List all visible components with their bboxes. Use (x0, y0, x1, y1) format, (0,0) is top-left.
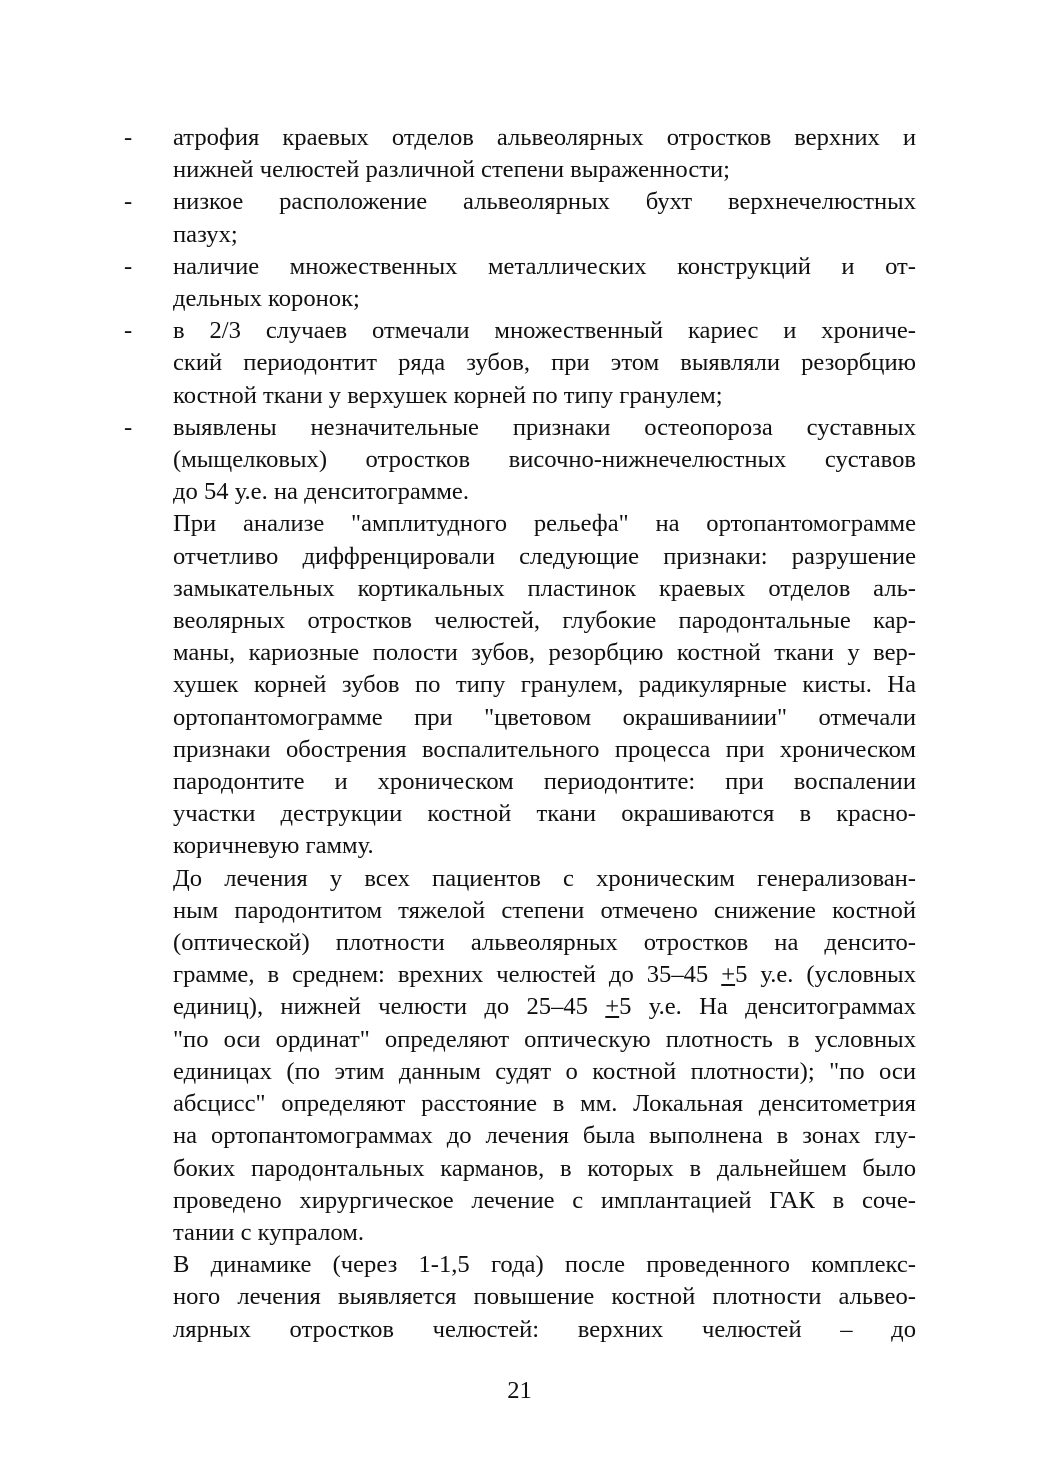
text-line: ский периодонтит ряда зубов, при этом выявляли резорбцию (173, 349, 916, 377)
text-line: участки деструкции костной ткани окрашиваются в красно- (173, 800, 916, 828)
bullet-dash: - (124, 188, 133, 216)
text-line: тании с купралом. (173, 1218, 364, 1246)
text-line: ортопантомограмме при "цветовом окрашиваниии" отмечали (173, 703, 916, 731)
text-line: низкое расположение альвеолярных бухт верхнечелюстных (173, 188, 916, 216)
text-line: (мыщелковых) отростков височно-нижнечелюстных суставов (173, 446, 916, 474)
text-line: замыкательных кортикальных пластинок краевых отделов аль- (173, 574, 916, 602)
text-line: проведено хирургическое лечение с имплантацией ГАК в соче- (173, 1186, 916, 1214)
page-number: 21 (507, 1377, 532, 1404)
text-line: до 54 у.е. на денситограмме. (173, 478, 470, 506)
text-line: коричневую гамму. (173, 832, 374, 860)
bullet-dash: - (124, 317, 133, 345)
list-item (124, 186, 916, 250)
text-line: отчетливо диффренцировали следующие признаки: разрушение (173, 542, 916, 570)
text-line: хушек корней зубов по типу гранулем, радикулярные кисты. На (173, 671, 916, 699)
bullet-list (124, 122, 916, 508)
list-item (124, 251, 916, 315)
paragraphs (124, 508, 916, 1345)
text-line: единицах (по этим данным судят о костной плотности); "по оси (173, 1057, 916, 1085)
bullet-dash: - (124, 124, 133, 151)
text-line: единиц), нижней челюсти до 25–45 +5 у.е. На денситограммах (173, 993, 917, 1021)
bullet-dash: - (124, 252, 133, 280)
list-item (124, 315, 916, 412)
list-item (124, 122, 916, 186)
text-line: веолярных отростков челюстей, глубокие пародонтальные кар- (173, 607, 916, 635)
text-line: грамме, в среднем: врехних челюстей до 35–45 +5 у.е. (условных (173, 961, 917, 989)
text-line: "по оси ординат" определяют оптическую плотность в условных (173, 1025, 916, 1053)
text-line: ным пародонтитом тяжелой степени отмечено снижение костной (173, 896, 916, 924)
text-line: пазух; (173, 220, 238, 248)
text-line: лярных отростков челюстей: верхних челюстей – до (173, 1315, 916, 1343)
text-line: пародонтите и хроническом периодонтите: при воспалении (173, 768, 916, 796)
list-item (124, 412, 916, 509)
text-line: костной ткани у верхушек корней по типу гранулем; (173, 381, 723, 409)
paragraph (124, 1249, 916, 1346)
text-line: абсцисс" определяют расстояние в мм. Локальная денситометрия (173, 1090, 916, 1118)
text-line: ного лечения выявляется повышение костной плотности альвео- (173, 1283, 916, 1311)
paragraph (124, 863, 916, 1249)
bullet-dash: - (124, 413, 133, 441)
text-line: наличие множественных металлических конструкций и от- (173, 252, 916, 280)
paragraph (124, 508, 916, 862)
text-line: признаки обострения воспалительного процесса при хроническом (173, 735, 916, 763)
text-line: нижней челюстей различной степени выраженности; (173, 156, 730, 184)
text-line: боких пародонтальных карманов, в которых в дальнейшем было (173, 1154, 916, 1182)
text-line: дельных коронок; (173, 285, 360, 313)
text-line: При анализе "амплитудного рельефа" на ортопантомограмме (173, 510, 916, 538)
page-body (124, 122, 916, 1346)
text-line: в 2/3 случаев отмечали множественный кариес и хрониче- (173, 317, 916, 345)
text-line: (оптической) плотности альвеолярных отростков на денсито- (173, 929, 916, 957)
text-line: До лечения у всех пациентов с хроническим генерализован- (173, 864, 916, 892)
text-line: выявлены незначительные признаки остеопороза суставных (173, 413, 916, 441)
text-line: маны, кариозные полости зубов, резорбцию костной ткани у вер- (173, 639, 916, 667)
text-line: на ортопантомограммах до лечения была выполнена в зонах глу- (173, 1122, 916, 1150)
text-line: атрофия краевых отделов альвеолярных отростков верхних и (173, 124, 916, 151)
text-line: В динамике (через 1-1,5 года) после проведенного комплекс- (173, 1251, 916, 1279)
